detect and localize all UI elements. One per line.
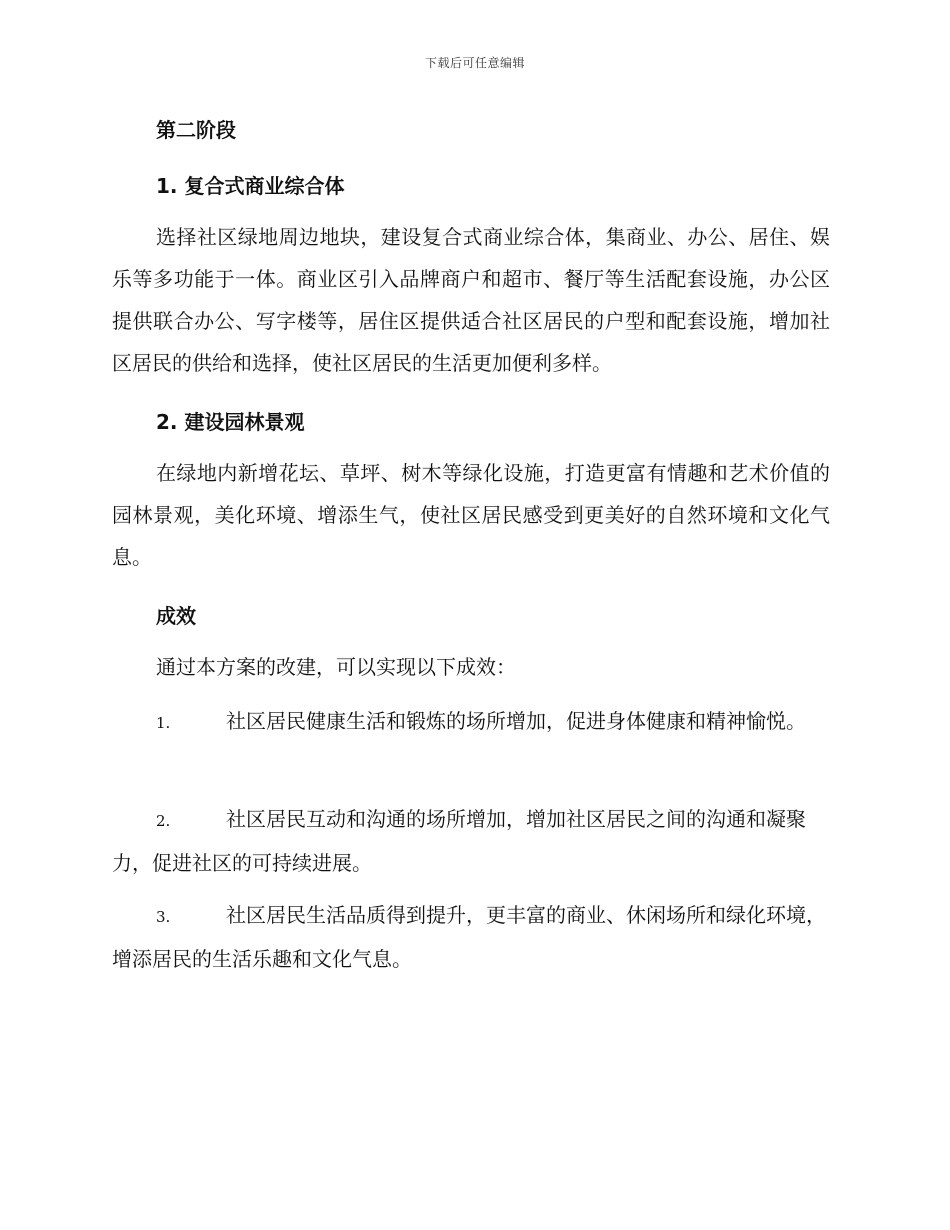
list-item (112, 798, 830, 884)
list-item-number: 2. (156, 812, 171, 830)
list-item-text: 社区居民生活品质得到提升，更丰富的商业、休闲场所和绿化环境，增添居民的生活乐趣和文化气息。 (112, 903, 826, 971)
section-heading-stage-two: 第二阶段 (156, 118, 236, 142)
results-intro: 通过本方案的改建，可以实现以下成效： (156, 655, 516, 679)
paragraph-garden-landscape: 在绿地内新增花坛、草坪、树木等绿化设施，打造更富有情趣和艺术价值的园林景观，美化环境、增添生气，使社区居民感受到更美好的自然环境和文化气息。 (112, 461, 830, 569)
subheading-garden-landscape: 2. 建设园林景观 (156, 410, 305, 434)
list-item-text: 社区居民健康生活和锻炼的场所增加，促进身体健康和精神愉悦。 (226, 709, 806, 733)
paragraph-commercial-complex: 选择社区绿地周边地块，建设复合式商业综合体，集商业、办公、居住、娱乐等多功能于一体。商业区引入品牌商户和超市、餐厅等生活配套设施，办公区提供联合办公、写字楼等，居住区提供适合社区居民的户型和配套设施，增加社区居民的供给和选择，使社区居民的生活更加便利多样。 (112, 225, 830, 375)
page-header: 下载后可任意编辑 (424, 56, 525, 70)
list-item-number: 3. (156, 908, 171, 926)
list-item-number: 1. (156, 714, 171, 732)
list-item (112, 894, 830, 980)
list-item (112, 700, 830, 744)
subheading-commercial-complex: 1. 复合式商业综合体 (156, 174, 345, 198)
list-item-text: 社区居民互动和沟通的场所增加，增加社区居民之间的沟通和凝聚力，促进社区的可持续进展。 (112, 807, 806, 875)
section-heading-results: 成效 (156, 604, 196, 628)
